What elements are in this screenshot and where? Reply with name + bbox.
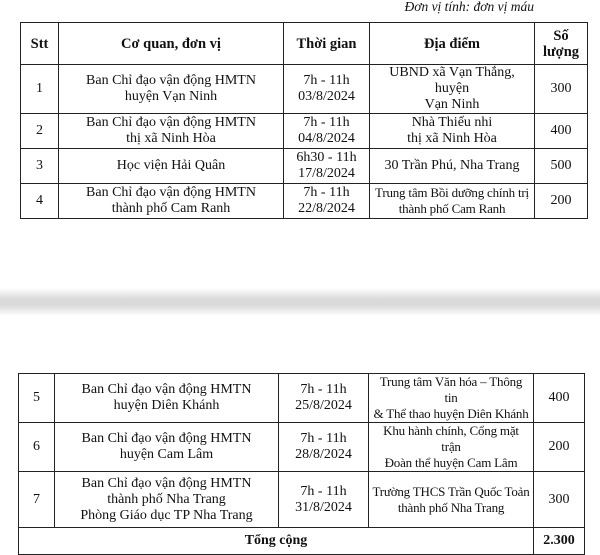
cell-stt: 5 [19, 374, 55, 423]
blood-donation-table-page2 [18, 373, 585, 555]
total-label: Tổng cộng [19, 528, 534, 555]
cell-quantity: 400 [535, 114, 588, 149]
table-row [21, 114, 588, 149]
cell-unit: Ban Chỉ đạo vận động HMTN thành phố Nha Trang Phòng Giáo dục TP Nha Trang [55, 472, 279, 528]
cell-time: 7h - 11h 22/8/2024 [284, 184, 370, 219]
cell-stt: 7 [19, 472, 55, 528]
cell-unit: Học viện Hải Quân [59, 149, 284, 184]
table-header-row [21, 23, 588, 65]
table-row [21, 65, 588, 114]
cell-unit: Ban Chỉ đạo vận động HMTN huyện Cam Lâm [55, 423, 279, 472]
cell-time: 6h30 - 11h 17/8/2024 [284, 149, 370, 184]
table-row [21, 149, 588, 184]
header-unit: Cơ quan, đơn vị [59, 23, 284, 65]
cell-place: Trung tâm Bồi dưỡng chính trị thành phố Cam Ranh [370, 184, 535, 219]
cell-quantity: 300 [535, 65, 588, 114]
header-stt: Stt [21, 23, 59, 65]
header-place: Địa điểm [370, 23, 535, 65]
cell-stt: 4 [21, 184, 59, 219]
cell-place: Trung tâm Văn hóa – Thông tin & Thể thao huyện Diên Khánh [369, 374, 534, 423]
cell-unit: Ban Chỉ đạo vận động HMTN huyện Diên Khánh [55, 374, 279, 423]
cell-unit: Ban Chỉ đạo vận động HMTN thành phố Cam Ranh [59, 184, 284, 219]
page-break-divider [0, 288, 600, 316]
cell-stt: 6 [19, 423, 55, 472]
header-quantity: Số lượng [535, 23, 588, 65]
total-value: 2.300 [534, 528, 585, 555]
cell-time: 7h - 11h 04/8/2024 [284, 114, 370, 149]
cell-place: 30 Trần Phú, Nha Trang [370, 149, 535, 184]
cell-place: Khu hành chính, Cổng mặt trận Đoàn thể huyện Cam Lâm [369, 423, 534, 472]
table-row [19, 374, 585, 423]
cell-unit: Ban Chỉ đạo vận động HMTN huyện Vạn Ninh [59, 65, 284, 114]
cell-quantity: 500 [535, 149, 588, 184]
cell-quantity: 200 [535, 184, 588, 219]
unit-note: Đơn vị tính: đơn vị máu [404, 0, 534, 14]
cell-unit: Ban Chỉ đạo vận động HMTN thị xã Ninh Hòa [59, 114, 284, 149]
table-row [21, 184, 588, 219]
cell-place: UBND xã Vạn Thắng, huyện Vạn Ninh [370, 65, 535, 114]
cell-time: 7h - 11h 03/8/2024 [284, 65, 370, 114]
cell-place: Nhà Thiếu nhi thị xã Ninh Hòa [370, 114, 535, 149]
cell-stt: 2 [21, 114, 59, 149]
table-row [19, 472, 585, 528]
cell-time: 7h - 11h 28/8/2024 [279, 423, 369, 472]
cell-stt: 1 [21, 65, 59, 114]
cell-quantity: 300 [534, 472, 585, 528]
cell-time: 7h - 11h 25/8/2024 [279, 374, 369, 423]
total-row [19, 528, 585, 555]
header-time: Thời gian [284, 23, 370, 65]
cell-quantity: 400 [534, 374, 585, 423]
cell-quantity: 200 [534, 423, 585, 472]
table-row [19, 423, 585, 472]
cell-place: Trường THCS Trần Quốc Toản thành phố Nha Trang [369, 472, 534, 528]
blood-donation-table-page1 [20, 22, 588, 219]
cell-time: 7h - 11h 31/8/2024 [279, 472, 369, 528]
cell-stt: 3 [21, 149, 59, 184]
